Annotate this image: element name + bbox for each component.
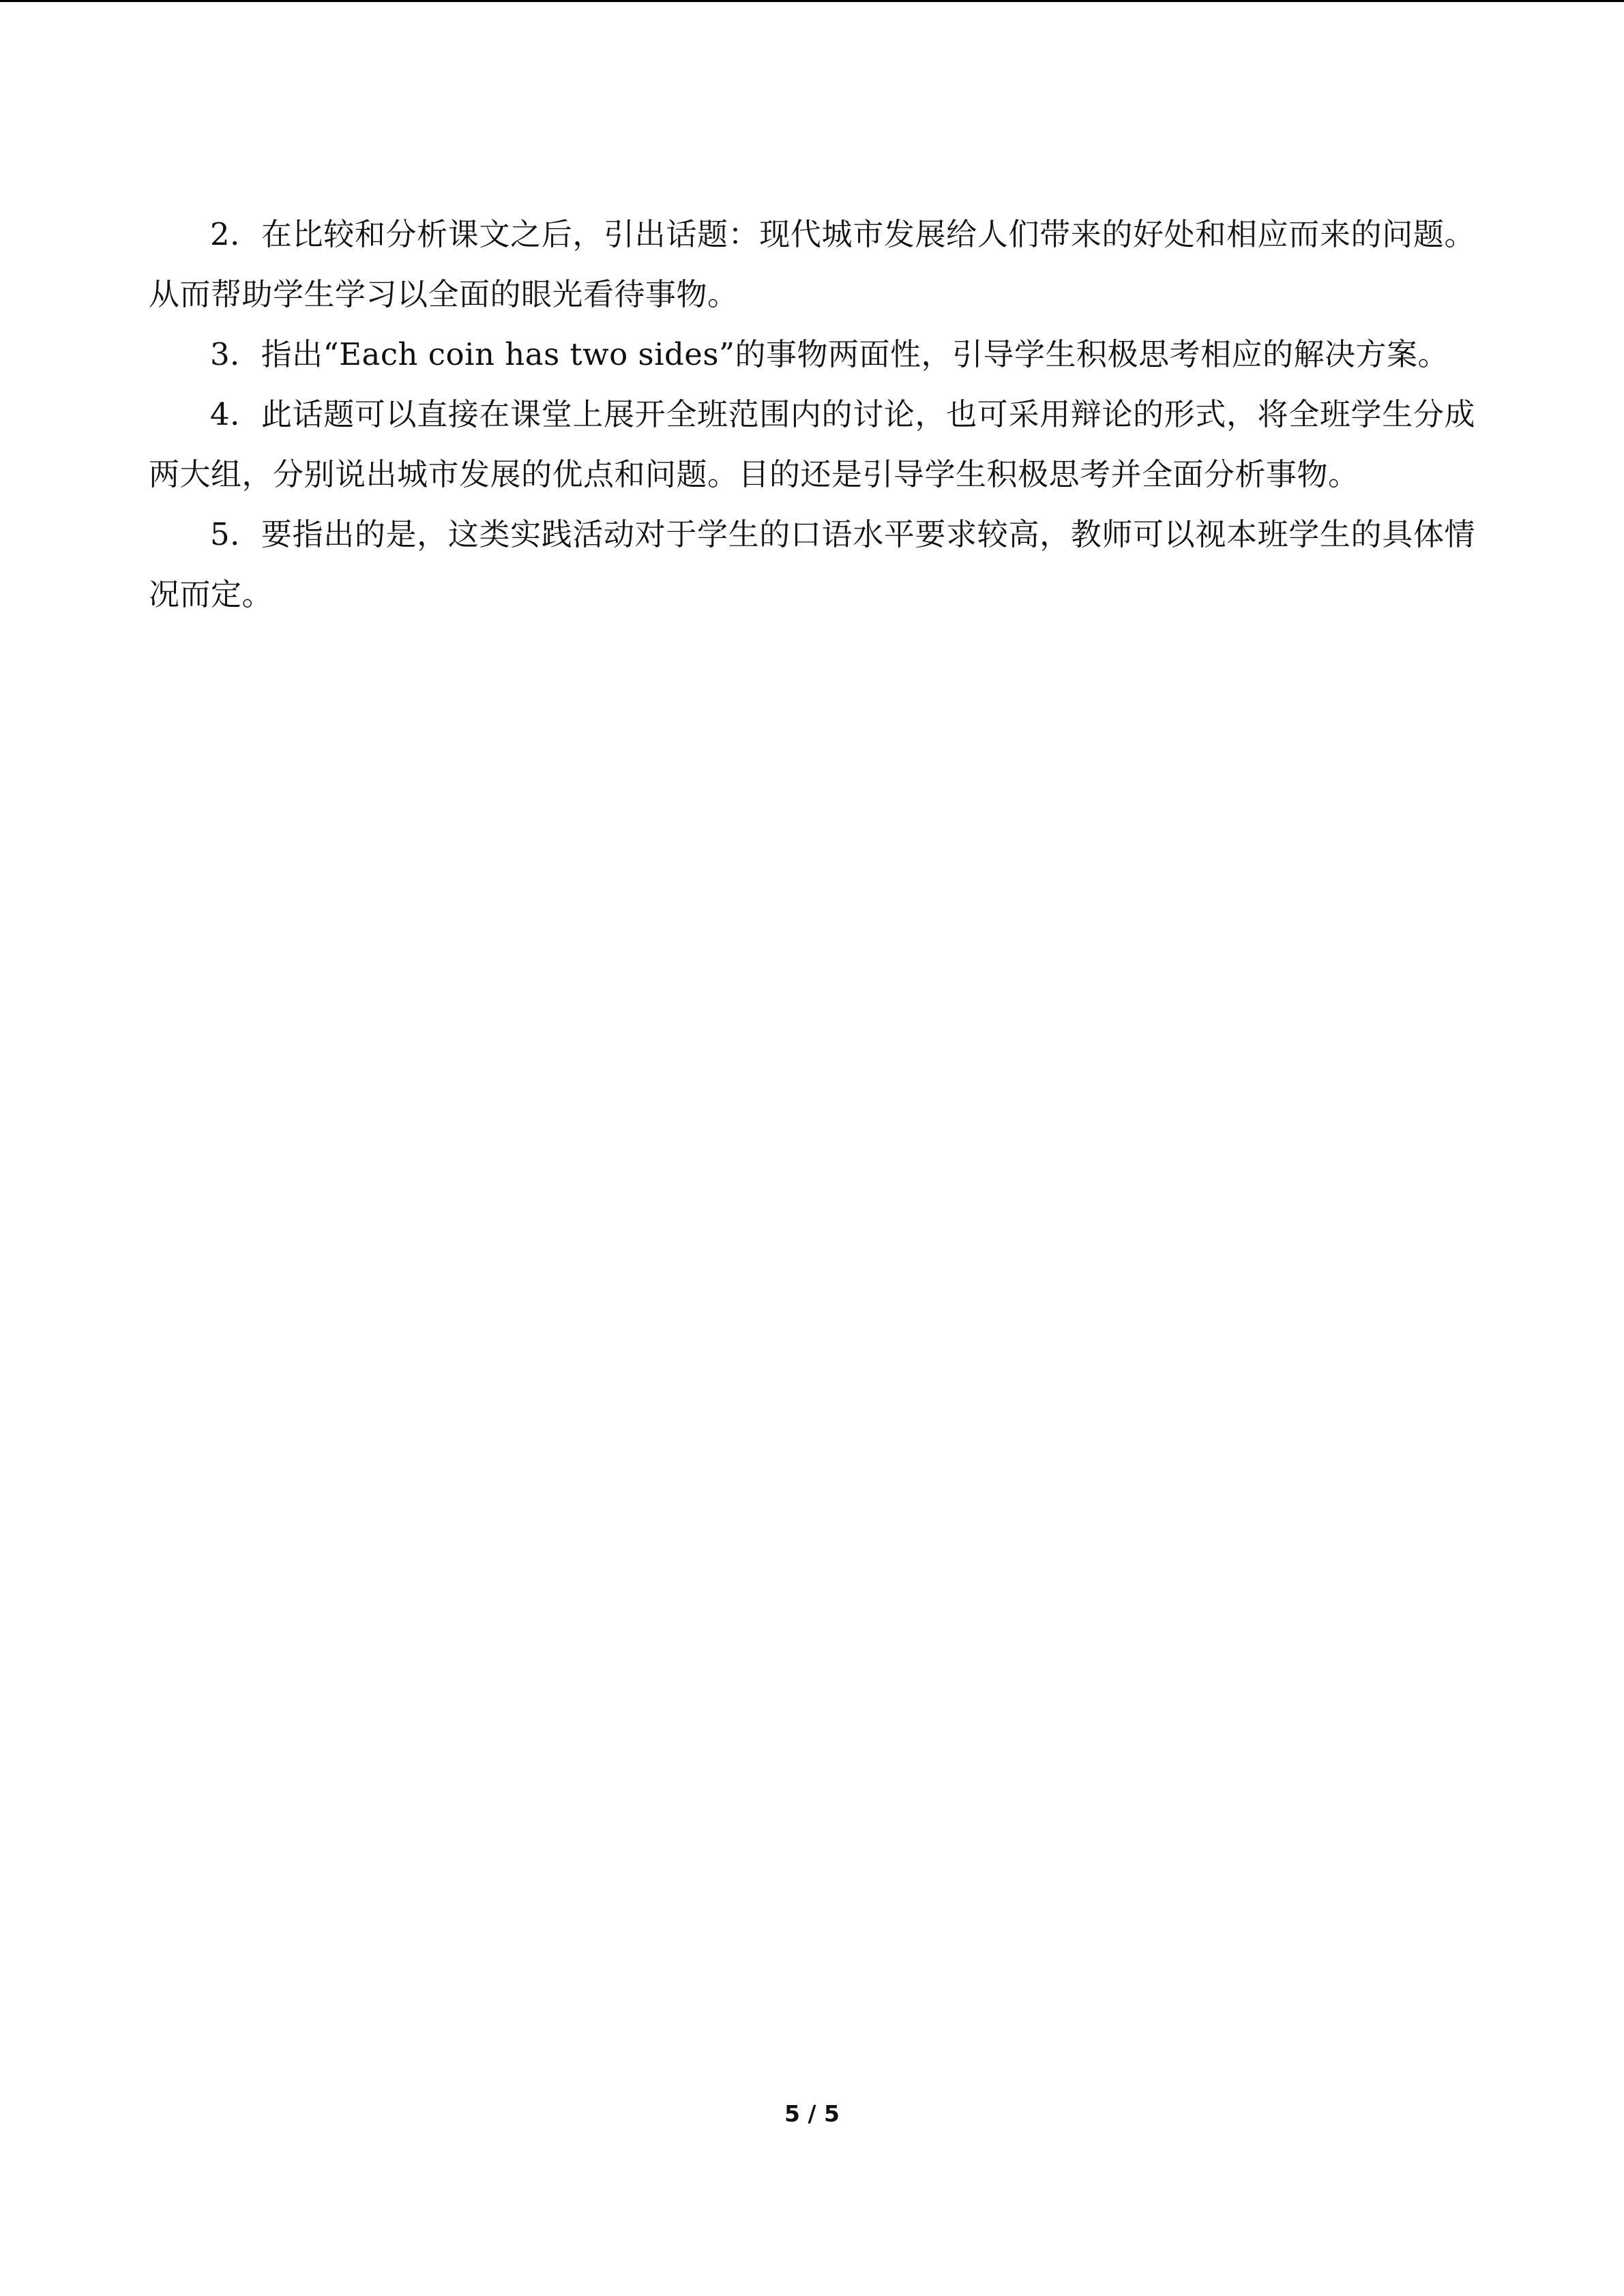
paragraph-2: 2．在比较和分析课文之后，引出话题：现代城市发展给人们带来的好处和相应而来的问题。从而帮助学生学习以全面的眼光看待事物。 xyxy=(149,216,1475,312)
paragraph-4: 4．此话题可以直接在课堂上展开全班范围内的讨论，也可采用辩论的形式，将全班学生分成两大组，分别说出城市发展的优点和问题。目的还是引导学生积极思考并全面分析事物。 xyxy=(149,396,1475,492)
document-body xyxy=(149,205,1475,625)
paragraph-5: 5．要指出的是，这类实践活动对于学生的口语水平要求较高，教师可以视本班学生的具体情况而定。 xyxy=(149,516,1475,612)
page-number: 5 / 5 xyxy=(784,2100,840,2127)
paragraph-3: 3．指出“Each coin has two sides”的事物两面性，引导学生积极思考相应的解决方案。 xyxy=(210,336,1449,372)
top-border-line xyxy=(0,0,1624,2)
